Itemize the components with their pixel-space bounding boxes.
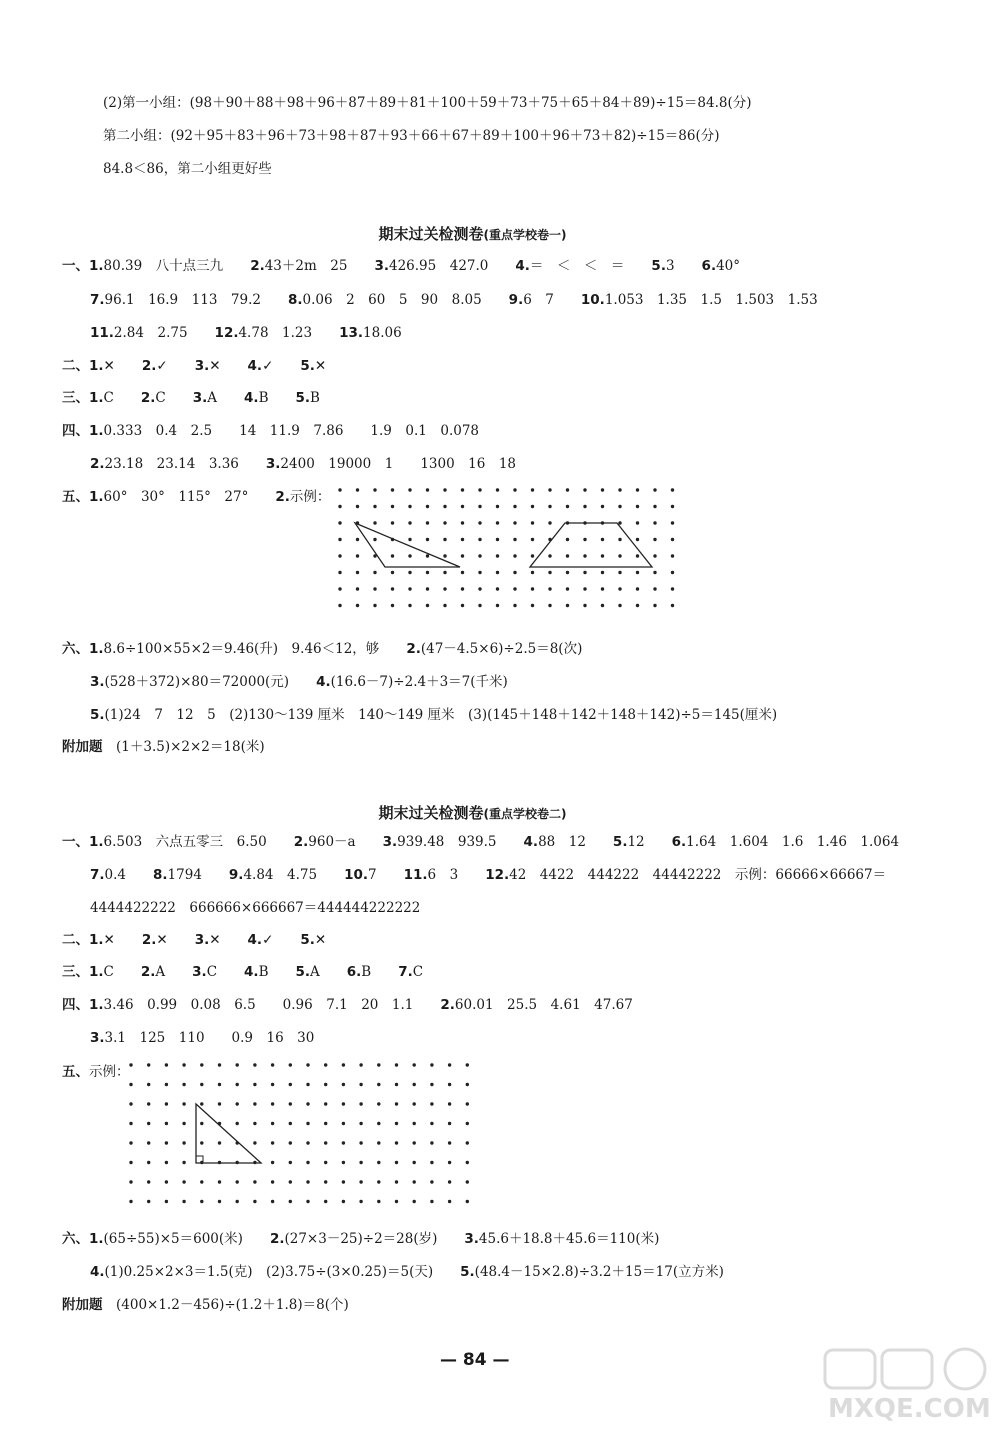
question-number: 5.	[300, 932, 315, 948]
question-number: 5.	[90, 707, 105, 723]
question-number: 6.	[671, 834, 687, 850]
question-number: 二、1.	[62, 358, 104, 374]
answer-text: C	[155, 390, 193, 406]
question-number: 4.	[247, 932, 263, 948]
answer-text: 6.503 六点五零三 6.50	[103, 834, 294, 850]
question-number: 8.	[287, 292, 303, 308]
answer-line	[62, 1230, 659, 1248]
question-number: 7.	[90, 292, 105, 308]
answer-text: 960－a	[308, 834, 383, 850]
question-number: 4.	[247, 358, 263, 374]
answer-text: 6 3	[427, 867, 486, 883]
answer-text: B	[310, 390, 320, 406]
answer-line	[90, 899, 420, 917]
answer-line	[90, 291, 818, 309]
question-number: 9.	[508, 292, 524, 308]
question-number: 3.	[192, 390, 208, 406]
answer-line	[62, 257, 740, 275]
answer-text: 40°	[716, 258, 741, 274]
answer-text: (528＋372)×80＝72000(元)	[104, 674, 317, 690]
question-number: 2.	[141, 932, 157, 948]
answer-text: ✓	[156, 358, 195, 374]
answer-line	[90, 673, 508, 691]
answer-line	[62, 931, 326, 949]
answer-text: (400×1.2－456)÷(1.2＋1.8)＝8(个)	[102, 1297, 349, 1313]
answer-text: A	[207, 390, 245, 406]
answer-text: 3.1 125 110 0.9 16 30	[104, 1030, 315, 1046]
answer-text: 3.46 0.99 0.08 6.5 0.96 7.1 20 1.1	[103, 997, 441, 1013]
dot-grid-figure-2	[120, 1055, 480, 1205]
question-number: 4.	[523, 834, 539, 850]
answer-text: 80.39 八十点三九	[103, 258, 251, 274]
page-number: — 84 —	[440, 1350, 510, 1370]
answer-text: 45.6＋18.8＋45.6＝110(米)	[478, 1231, 660, 1247]
question-number: 2.	[275, 489, 290, 505]
answer-line	[103, 127, 720, 145]
question-number: 5.	[295, 390, 311, 406]
answer-text: ✓	[262, 932, 301, 948]
answer-text: 88 12	[538, 834, 613, 850]
answer-text: 8.6÷100×55×2＝9.46(升) 9.46＜12，够	[103, 641, 407, 657]
question-number: 2.	[406, 641, 421, 657]
answer-text: ✕	[156, 932, 195, 948]
answer-text: 42 4422 444222 44442222 示例：66666×66667＝	[509, 867, 887, 883]
question-number: 2.	[269, 1231, 285, 1247]
answer-text: C	[103, 390, 141, 406]
question-number: 7.	[398, 964, 413, 980]
question-number: 四、1.	[62, 423, 104, 439]
answer-text: ✕	[103, 932, 142, 948]
answer-text: A	[310, 964, 347, 980]
question-number: 附加题	[62, 1297, 103, 1313]
answer-line	[103, 94, 752, 112]
question-number: 9.	[228, 867, 244, 883]
question-number: 一、1.	[62, 258, 104, 274]
answer-text: C	[206, 964, 245, 980]
question-number: 三、1.	[62, 390, 104, 406]
answer-line	[103, 160, 272, 178]
answer-text: 23.18 23.14 3.36	[104, 456, 266, 472]
question-number: 五、1.	[62, 489, 104, 505]
triangle-shape	[355, 523, 460, 567]
question-number: 5.	[460, 1264, 475, 1280]
answer-text: 0.06 2 60 5 90 8.05	[302, 292, 509, 308]
answer-line	[90, 1263, 724, 1281]
answer-line	[62, 389, 320, 407]
answer-text: ＝ ＜ ＜ ＝	[529, 258, 652, 274]
answer-text: (2)第一小组：(98＋90＋88＋98＋96＋87＋89＋81＋100＋59＋73＋75＋65＋84＋89)÷15＝84.8(分)	[103, 95, 752, 111]
question-number: 3.	[90, 674, 105, 690]
answer-text: 939.48 939.5	[397, 834, 524, 850]
answer-text: A	[155, 964, 193, 980]
answer-text: ✕	[314, 358, 327, 374]
question-number: 3.	[265, 456, 281, 472]
answer-text: 第二小组：(92＋95＋83＋96＋73＋98＋87＋93＋66＋67＋89＋100＋96＋73＋82)÷15＝86(分)	[103, 128, 720, 144]
answer-text: 示例：	[89, 1064, 130, 1080]
answer-text: 0.333 0.4 2.5 14 11.9 7.86 1.9 0.1 0.078	[103, 423, 479, 439]
question-number: 11.	[90, 325, 114, 341]
question-number: 3.	[194, 932, 210, 948]
answer-text: 426.95 427.0	[389, 258, 516, 274]
answer-text: 2.84 2.75	[113, 325, 215, 341]
question-number: 4.	[316, 674, 331, 690]
question-number: 11.	[403, 867, 428, 883]
question-number: 附加题	[62, 739, 103, 755]
question-number: 3.	[90, 1030, 105, 1046]
answer-text: 60° 30° 115° 27°	[103, 489, 276, 505]
question-number: 六、1.	[62, 641, 104, 657]
answer-text: (1＋3.5)×2×2＝18(米)	[102, 739, 265, 755]
answer-text: ✓	[262, 358, 301, 374]
question-number: 10.	[344, 867, 368, 883]
question-number: 一、1.	[62, 834, 104, 850]
answer-text: B	[258, 390, 296, 406]
question-number: 五、	[62, 1064, 89, 1080]
question-number: 5.	[300, 358, 315, 374]
answer-line	[62, 422, 479, 440]
answer-text: C	[412, 964, 424, 980]
question-number: 3.	[192, 964, 207, 980]
answer-text: ✕	[314, 932, 327, 948]
section-title-2: 期末过关检测卷(重点学校卷二)	[378, 804, 567, 822]
answer-text: 2400 19000 1 1300 16 18	[280, 456, 517, 472]
answer-text: 12	[627, 834, 672, 850]
answer-line	[62, 357, 326, 375]
question-number: 4.	[244, 964, 259, 980]
answer-line	[62, 738, 265, 756]
watermark-logo	[820, 1345, 995, 1425]
answer-text: ✕	[209, 932, 248, 948]
question-number: 4.	[90, 1264, 105, 1280]
answer-text: 1.64 1.604 1.6 1.46 1.064	[686, 834, 900, 850]
answer-text: 3	[665, 258, 702, 274]
answer-text: B	[361, 964, 399, 980]
question-number: 3.	[374, 258, 389, 274]
answer-text: 7	[367, 867, 404, 883]
answer-text: 4444422222 666666×666667＝444444222222	[90, 900, 421, 916]
answer-line	[62, 996, 633, 1014]
question-number: 四、1.	[62, 997, 104, 1013]
answer-text: 0.4	[104, 867, 154, 883]
answer-text: (48.4－15×2.8)÷3.2＋15＝17(立方米)	[474, 1264, 724, 1280]
section-title-1: 期末过关检测卷(重点学校卷一)	[378, 225, 567, 243]
right-triangle-shape	[196, 1104, 261, 1163]
answer-line	[62, 640, 582, 658]
answer-text: (47－4.5×6)÷2.5＝8(次)	[420, 641, 583, 657]
trapezoid-shape	[530, 523, 652, 567]
question-number: 13.	[339, 325, 364, 341]
question-number: 3.	[194, 358, 210, 374]
answer-text: 1.053 1.35 1.5 1.503 1.53	[604, 292, 818, 308]
question-number: 5.	[612, 834, 628, 850]
answer-text: 96.1 16.9 113 79.2	[104, 292, 288, 308]
question-number: 2.	[140, 964, 156, 980]
question-number: 8.	[153, 867, 168, 883]
answer-line	[90, 324, 402, 342]
question-number: 2.	[250, 258, 265, 274]
dot-grid-figure-1	[334, 485, 694, 620]
answer-text: 60.01 25.5 4.61 47.67	[454, 997, 633, 1013]
answer-line	[90, 1029, 314, 1047]
answer-text: C	[103, 964, 141, 980]
question-number: 2.	[140, 390, 156, 406]
question-number: 4.	[515, 258, 530, 274]
answer-text: B	[258, 964, 296, 980]
answer-text: (1)24 7 12 5 (2)130～139 厘米 140～149 厘米 (3)(145＋148＋142＋148＋142)÷5＝145(厘米)	[104, 707, 778, 723]
answer-text: (65÷55)×5＝600(米)	[103, 1231, 270, 1247]
answer-text: 1794	[167, 867, 229, 883]
question-number: 2.	[293, 834, 309, 850]
question-number: 三、1.	[62, 964, 104, 980]
answer-line	[90, 866, 886, 884]
answer-text: (1)0.25×2×3＝1.5(克) (2)3.75÷(3×0.25)＝5(天)	[104, 1264, 461, 1280]
question-number: 2.	[141, 358, 157, 374]
answer-text: 6 7	[523, 292, 581, 308]
question-number: 2.	[90, 456, 105, 472]
answer-text: 4.78 1.23	[238, 325, 340, 341]
question-number: 4.	[244, 390, 259, 406]
answer-text: 43＋2m 25	[264, 258, 375, 274]
answer-line	[62, 1296, 349, 1314]
question-number: 5.	[651, 258, 666, 274]
answer-text: 84.8＜86，第二小组更好些	[103, 161, 272, 177]
question-number: 6.	[701, 258, 717, 274]
answer-line	[62, 833, 899, 851]
question-number: 12.	[485, 867, 510, 883]
answer-text: (16.6－7)÷2.4＋3＝7(千米)	[330, 674, 508, 690]
answer-line	[90, 455, 516, 473]
answer-text: ✕	[209, 358, 248, 374]
svg-text:MXQE.COM: MXQE.COM	[828, 1394, 991, 1424]
answer-text: (27×3－25)÷2＝28(岁)	[284, 1231, 465, 1247]
answer-text: ✕	[103, 358, 142, 374]
question-number: 12.	[214, 325, 239, 341]
question-number: 10.	[580, 292, 605, 308]
answer-text: 示例：	[289, 489, 331, 505]
question-number: 2.	[440, 997, 455, 1013]
question-number: 5.	[295, 964, 311, 980]
question-number: 7.	[90, 867, 105, 883]
question-number: 3.	[382, 834, 398, 850]
question-number: 六、1.	[62, 1231, 104, 1247]
answer-line	[90, 706, 777, 724]
answer-line	[62, 488, 330, 506]
question-number: 二、1.	[62, 932, 104, 948]
answer-text: 18.06	[363, 325, 402, 341]
answer-text: 4.84 4.75	[243, 867, 345, 883]
question-number: 6.	[346, 964, 362, 980]
question-number: 3.	[464, 1231, 479, 1247]
answer-line	[62, 963, 423, 981]
